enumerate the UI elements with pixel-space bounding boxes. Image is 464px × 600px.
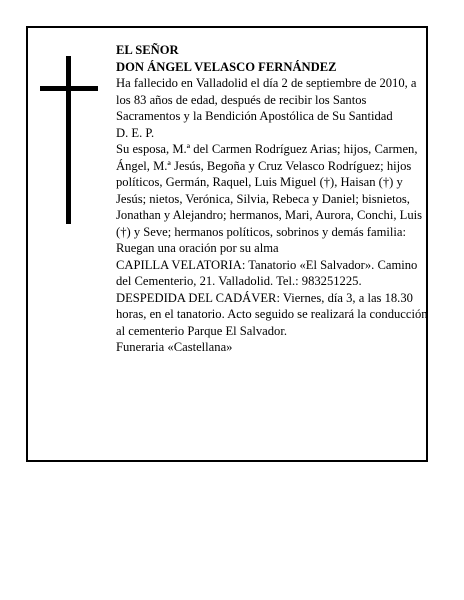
funeral-home: Funeraria «Castellana» — [116, 340, 233, 354]
cross-vertical-bar — [66, 56, 71, 224]
rip-line: D. E. P. — [116, 125, 155, 140]
prayer-request: Ruegan una oración por su alma — [116, 241, 279, 255]
cross-icon — [40, 56, 100, 228]
obituary-notice — [26, 26, 428, 462]
notice-text — [116, 42, 428, 356]
notice-title: EL SEÑOR — [116, 43, 179, 57]
cross-horizontal-bar — [40, 86, 98, 91]
chapel-info: CAPILLA VELATORIA: Tanatorio «El Salvador». Camino del Cementerio, 21. Valladolid. Tel.: 983251225. — [116, 257, 418, 288]
death-announcement: Ha fallecido en Valladolid el día 2 de septiembre de 2010, a los 83 años de edad, después de recibir los Santos Sacramentos y la Bendición Apostólica de Su Santidad — [116, 76, 417, 123]
deceased-name: DON ÁNGEL VELASCO FERNÁNDEZ — [116, 59, 337, 74]
farewell-info: DESPEDIDA DEL CADÁVER: Viernes, día 3, a las 18.30 horas, en el tanatorio. Acto seguido se realizará la conducción al cementerio Parque El Salvador. — [116, 290, 428, 338]
family-list: Su esposa, M.ª del Carmen Rodríguez Arias; hijos, Carmen, Ángel, M.ª Jesús, Begoña y Cruz Velasco Rodríguez; hijos políticos, Germán, Raquel, Luis Miguel (†), Haisan (†) y Jesús; nietos, Verónica, Silvia, Rebeca y Daniel; bisnietos, Jonathan y Alejandro; hermanos, Mari, Aurora, Conchi, Luis (†) y Seve; hermanos políticos, sobrinos y demás familia: — [116, 142, 423, 239]
